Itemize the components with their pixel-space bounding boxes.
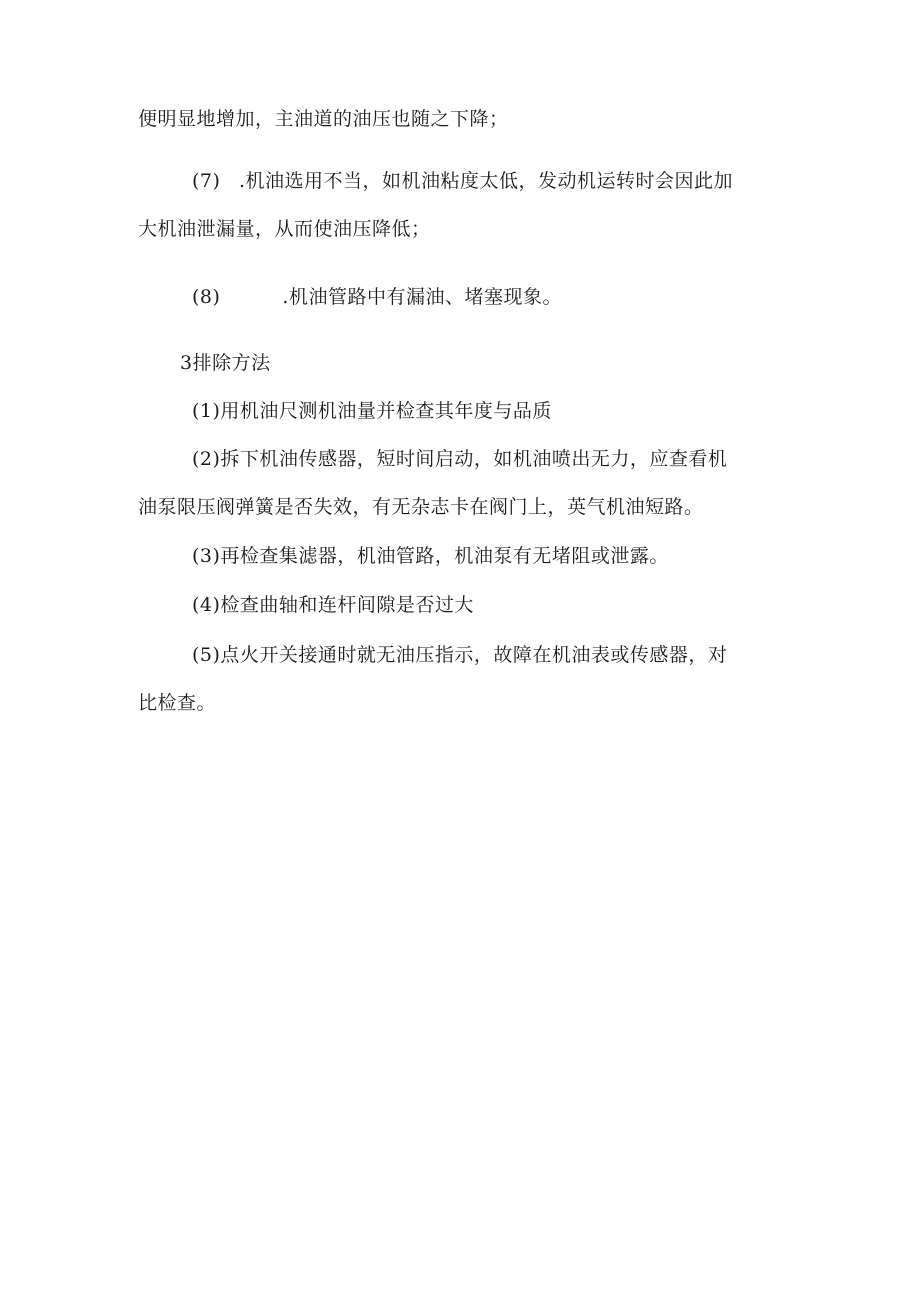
method-5-line-2: 比检查。 xyxy=(138,692,217,714)
paragraph-7-line-2: 大机油泄漏量，从而使油压降低； xyxy=(138,218,431,240)
method-2-line-1: (2)拆下机油传感器，短时间启动，如机油喷出无力，应查看机 xyxy=(192,448,728,470)
item-7-text: .机油选用不当，如机油粘度太低，发动机运转时会因此加 xyxy=(238,170,734,192)
section-heading: 3排除方法 xyxy=(180,352,271,374)
method-1: (1)用机油尺测机油量并检查其年度与品质 xyxy=(192,400,552,422)
item-8-number: (8) xyxy=(192,286,221,308)
method-3: (3)再检查集滤器，机油管路，机油泵有无堵阻或泄露。 xyxy=(192,545,669,567)
item-7-number: (7) xyxy=(192,170,221,192)
method-2-line-2: 油泵限压阀弹簧是否失效，有无杂志卡在阀门上，英气机油短路。 xyxy=(138,496,704,518)
paragraph-8 xyxy=(192,284,562,310)
paragraph-7-line-1 xyxy=(192,168,733,194)
item-8-text: .机油管路中有漏油、堵塞现象。 xyxy=(282,286,562,308)
method-5-line-1: (5)点火开关接通时就无油压指示，故障在机油表或传感器，对 xyxy=(192,644,728,666)
method-4: (4)检查曲轴和连杆间隙是否过大 xyxy=(192,594,474,616)
paragraph-6-continuation: 便明显地增加，主油道的油压也随之下降； xyxy=(138,108,509,130)
